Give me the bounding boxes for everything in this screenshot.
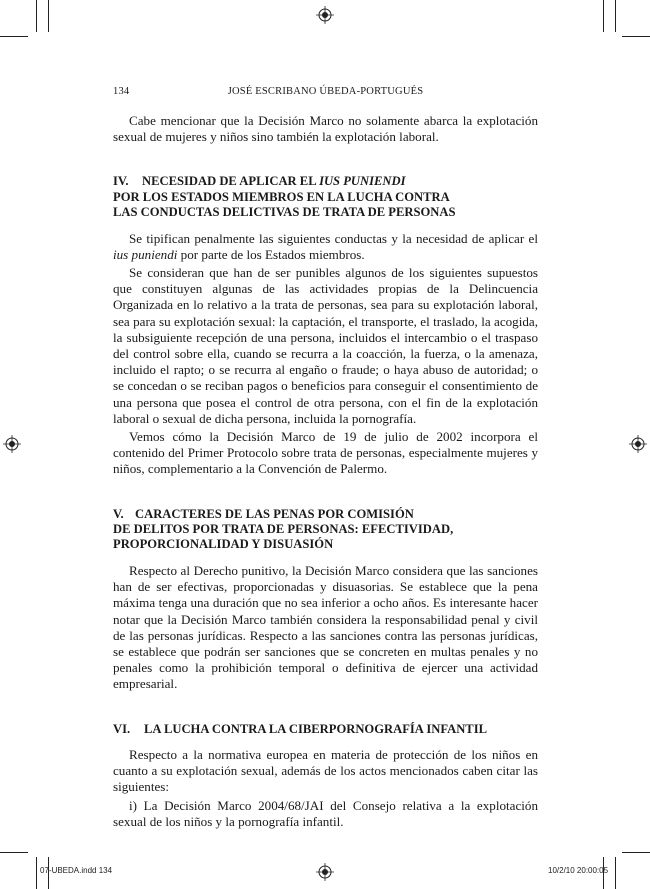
section-number: VI. — [113, 721, 131, 736]
heading-text: DE DELITOS POR TRATA DE PERSONAS: EFECTIVIDAD, — [113, 522, 454, 537]
section-heading-vi — [113, 722, 538, 737]
crop-mark — [615, 0, 616, 32]
crop-mark — [0, 36, 28, 37]
section-heading-iv — [113, 174, 538, 220]
heading-text: PROPORCIONALIDAD Y DISUASIÓN — [113, 537, 334, 552]
page-body — [113, 113, 538, 830]
list-item: i) La Decisión Marco 2004/68/JAI del Consejo relativa a la explotación sexual de los niños y la pornografía infantil. — [113, 797, 538, 829]
crop-mark — [603, 0, 604, 32]
crop-mark — [48, 0, 49, 32]
heading-text: POR LOS ESTADOS MIEMBROS EN LA LUCHA CONTRA — [113, 189, 450, 204]
registration-mark-icon — [316, 863, 334, 881]
section-number: IV. — [113, 174, 129, 189]
paragraph: Vemos cómo la Decisión Marco de 19 de julio de 2002 incorpora el contenido del Primer Protocolo sobre trata de personas, especialmente mujeres y niños, complementario a la Convención de Palermo. — [113, 429, 538, 477]
crop-mark — [36, 857, 37, 889]
heading-text: NECESIDAD DE APLICAR EL — [142, 174, 320, 189]
slug-datetime: 10/2/10 20:00:05 — [548, 866, 609, 875]
heading-text: LA LUCHA CONTRA LA CIBERPORNOGRAFÍA INFANTIL — [144, 721, 487, 736]
section-heading-v — [113, 507, 538, 553]
paragraph: Respecto a la normativa europea en materia de protección de los niños en cuanto a su explotación sexual, además de los actos mencionados caben citar las siguientes: — [113, 746, 538, 795]
running-title: JOSÉ ESCRIBANO ÚBEDA-PORTUGUÉS — [227, 86, 424, 97]
registration-mark-icon — [3, 435, 21, 453]
paragraph: Se consideran que han de ser punibles algunos de los siguientes supuestos que constituyen algunas de las actividades propias de la Delincuencia Organizada en lo relativo a la trata de personas, sea para su explotación laboral, sea para su explotación sexual: la captación, el transporte, el traslado, la acogida, la subsiguiente recepción de una persona, incluidos el intercambio o el traspaso del control sobre ella, cuando se recurra a la coacción, la fuerza, o la amenaza, incluido el rapto; o se recurra al engaño o fraude; o haya abuso de autoridad; o se concedan o se reciban pagos o beneficios para conseguir el consentimiento de una persona que posea el control de otra persona, con el fin de la explotación laboral o sexual de dicha persona, incluida la pornografía. — [113, 265, 538, 426]
paragraph: Se tipifican penalmente las siguientes conductas y la necesidad de aplicar el ius puniendi por parte de los Estados miembros. — [113, 230, 538, 262]
registration-mark-icon — [316, 6, 334, 24]
slug-filename: 07-UBEDA.indd 134 — [40, 866, 113, 875]
crop-mark — [0, 852, 28, 853]
registration-mark-icon — [629, 435, 647, 453]
page-number: 134 — [113, 86, 130, 97]
crop-mark — [36, 0, 37, 32]
paragraph: Respecto al Derecho punitivo, la Decisión Marco considera que las sanciones han de ser efectivas, proporcionadas y disuasorias. Se establece que la pena máxima tenga una duración que no sea inferior a ocho años. Es interesante hacer notar que la Decisión Marco también considera la responsabilidad penal y civil de las personas jurídicas. Respecto a las sanciones contra las personas jurídicas, se establece que podrán ser sanciones que se concreten en multas penales y no penales como la prohibición temporal o definitiva de ejercer una actividad empresarial. — [113, 562, 538, 692]
paragraph: Cabe mencionar que la Decisión Marco no solamente abarca la explotación sexual de mujeres y niños sino también la explotación laboral. — [113, 113, 538, 145]
running-header — [113, 86, 538, 102]
heading-text: LAS CONDUCTAS DELICTIVAS DE TRATA DE PERSONAS — [113, 205, 456, 220]
section-number: V. — [113, 506, 124, 521]
heading-italic: IUS PUNIENDI — [319, 174, 406, 189]
crop-mark — [615, 857, 616, 889]
crop-mark — [622, 852, 650, 853]
crop-mark — [622, 36, 650, 37]
heading-text: CARACTERES DE LAS PENAS POR COMISIÓN — [135, 506, 414, 521]
